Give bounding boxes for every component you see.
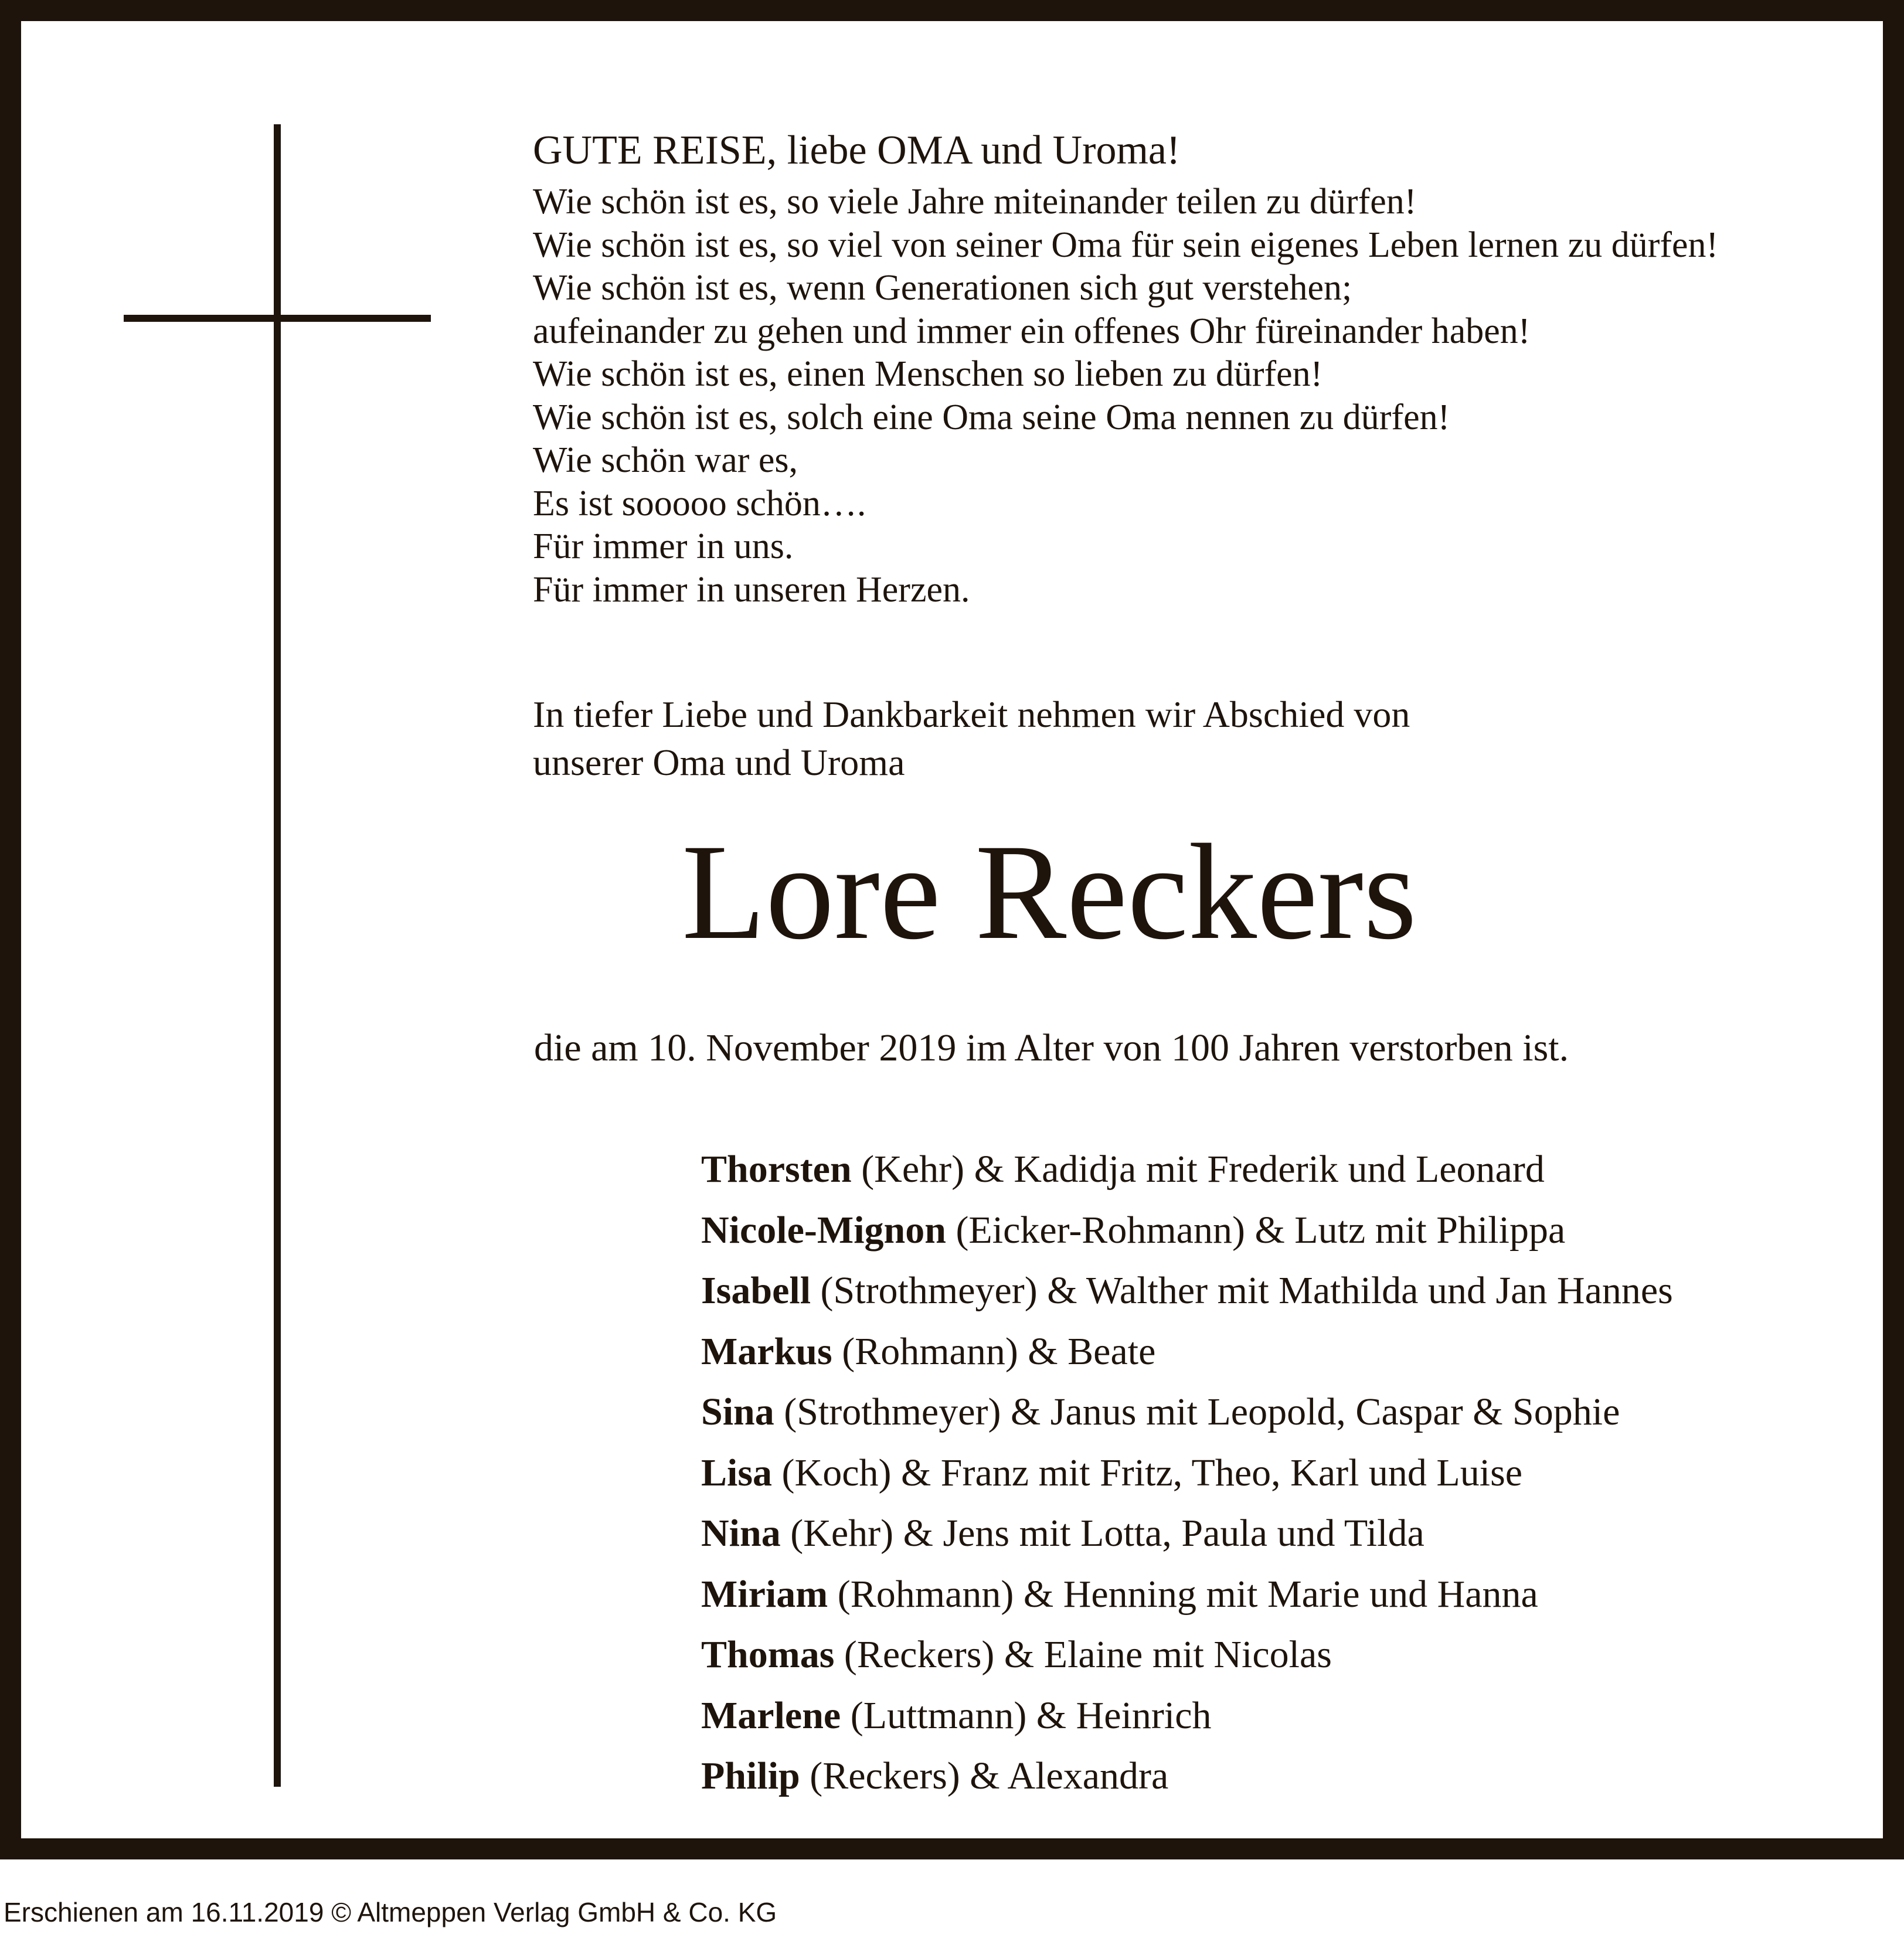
- mourner-entry: [701, 1200, 1673, 1261]
- mourner-first-name: Thomas: [701, 1633, 835, 1676]
- mourner-first-name: Lisa: [701, 1451, 773, 1494]
- intro-line: In tiefer Liebe und Dankbarkeit nehmen wir Abschied von: [533, 693, 1410, 735]
- mourner-details: (Kehr) & Jens mit Lotta, Paula und Tilda: [780, 1512, 1424, 1555]
- poem-line: Wie schön war es,: [533, 440, 798, 480]
- mourner-details: (Luttmann) & Heinrich: [841, 1694, 1212, 1737]
- mourner-entry: [701, 1564, 1673, 1625]
- mourner-entry: [701, 1746, 1673, 1807]
- mourner-entry: [701, 1382, 1673, 1443]
- poem-line: Wie schön ist es, wenn Generationen sich gut verstehen;: [533, 268, 1352, 308]
- intro-line: unserer Oma und Uroma: [533, 742, 905, 783]
- notice-heading: GUTE REISE, liebe OMA und Uroma!: [533, 128, 1181, 173]
- mourner-entry: [701, 1503, 1673, 1564]
- mourner-details: (Strothmeyer) & Janus mit Leopold, Caspar & Sophie: [774, 1390, 1620, 1433]
- cross-horizontal-bar: [124, 315, 431, 322]
- mourner-first-name: Nina: [701, 1512, 781, 1555]
- poem-line: Wie schön ist es, so viele Jahre miteinander teilen zu dürfen!: [533, 182, 1417, 222]
- mourner-details: (Reckers) & Alexandra: [800, 1755, 1169, 1797]
- mourner-first-name: Thorsten: [701, 1148, 852, 1191]
- mourner-entry: [701, 1443, 1673, 1504]
- poem-line: Für immer in uns.: [533, 526, 794, 566]
- mourners-list: [701, 1139, 1673, 1807]
- mourner-entry: [701, 1624, 1673, 1685]
- mourner-first-name: Sina: [701, 1390, 774, 1433]
- mourner-details: (Kehr) & Kadidja mit Frederik und Leonard: [851, 1148, 1545, 1191]
- poem-line: Wie schön ist es, solch eine Oma seine Oma nennen zu dürfen!: [533, 397, 1450, 437]
- deceased-name: Lore Reckers: [682, 815, 1417, 968]
- mourner-first-name: Philip: [701, 1755, 800, 1797]
- publication-footer: Erschienen am 16.11.2019 © Altmeppen Verlag GmbH & Co. KG: [4, 1897, 777, 1927]
- poem-line: Es ist sooooo schön….: [533, 483, 866, 523]
- mourner-entry: [701, 1685, 1673, 1746]
- mourner-first-name: Miriam: [701, 1572, 828, 1616]
- mourner-details: (Koch) & Franz mit Fritz, Theo, Karl und Luise: [772, 1451, 1523, 1494]
- poem-line: aufeinander zu gehen und immer ein offenes Ohr füreinander haben!: [533, 311, 1531, 351]
- death-date-line: die am 10. November 2019 im Alter von 100 Jahren verstorben ist.: [534, 1026, 1569, 1069]
- poem-line: Für immer in unseren Herzen.: [533, 569, 970, 610]
- mourner-details: (Reckers) & Elaine mit Nicolas: [834, 1633, 1332, 1676]
- mourner-first-name: Nicole-Mignon: [701, 1208, 946, 1252]
- poem-line: Wie schön ist es, einen Menschen so lieben zu dürfen!: [533, 354, 1323, 394]
- mourner-details: (Rohmann) & Beate: [832, 1330, 1156, 1373]
- mourner-first-name: Markus: [701, 1330, 832, 1373]
- mourner-details: (Strothmeyer) & Walther mit Mathilda und Jan Hannes: [811, 1269, 1673, 1312]
- poem: [533, 181, 1718, 611]
- mourner-entry: [701, 1139, 1673, 1200]
- mourner-first-name: Marlene: [701, 1694, 841, 1737]
- poem-line: Wie schön ist es, so viel von seiner Oma für sein eigenes Leben lernen zu dürfen!: [533, 225, 1719, 265]
- mourner-entry: [701, 1321, 1673, 1382]
- farewell-intro: [533, 691, 1410, 787]
- mourner-details: (Eicker-Rohmann) & Lutz mit Philippa: [946, 1208, 1566, 1252]
- mourner-entry: [701, 1260, 1673, 1321]
- mourner-details: (Rohmann) & Henning mit Marie und Hanna: [828, 1572, 1538, 1616]
- mourner-first-name: Isabell: [701, 1269, 811, 1312]
